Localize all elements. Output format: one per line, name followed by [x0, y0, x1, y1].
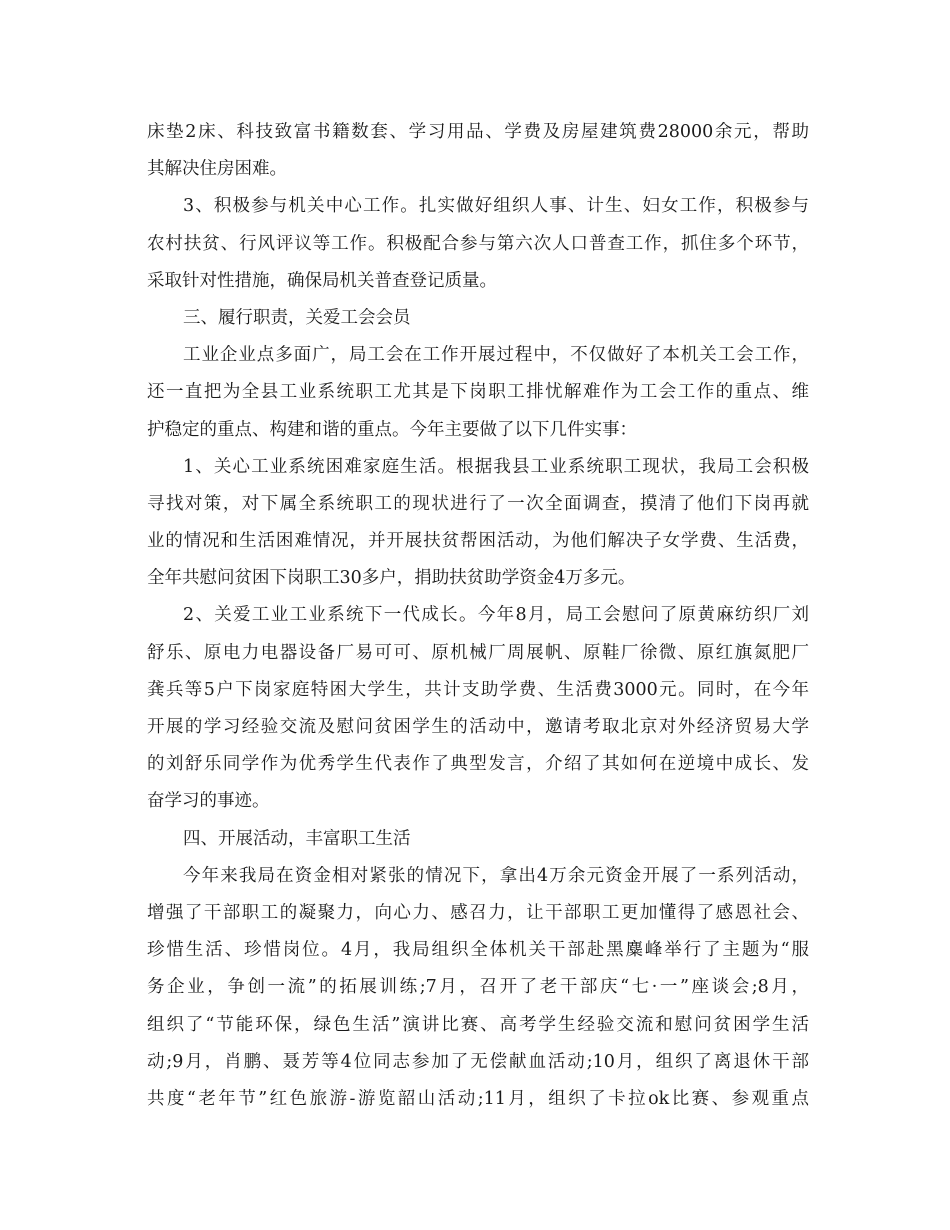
text-line: 工业企业点多面广，局工会在工作开展过程中，不仅做好了本机关工会工作， [183, 345, 809, 366]
text-line: 奋学习的事迹。 [147, 791, 270, 812]
text-line: 床垫2床、科技致富书籍数套、学习用品、学费及房屋建筑费28000余元，帮助 [147, 122, 809, 142]
text-line: 还一直把为全县工业系统职工尤其是下岗职工排忧解难作为工会工作的重点、维 [147, 382, 809, 403]
text-line: 2、关爱工业工业系统下一代成长。今年8月，局工会慰问了原黄麻纺织厂刘 [183, 605, 809, 626]
text-line: 珍惜生活、珍惜岗位。4月，我局组织全体机关干部赴黑麋峰举行了主题为“服 [147, 940, 809, 961]
document-body [147, 114, 809, 1118]
text-line: 采取针对性措施，确保局机关普查登记质量。 [147, 270, 497, 291]
text-line: 今年来我局在资金相对紧张的情况下，拿出4万余元资金开展了一系列活动， [183, 865, 809, 886]
text-line: 动;9月，肖鹏、聂芳等4位同志参加了无偿献血活动;10月，组织了离退休干部 [147, 1051, 809, 1072]
text-line: 3、积极参与机关中心工作。扎实做好组织人事、计生、妇女工作，积极参与 [183, 196, 809, 217]
text-line: 业的情况和生活困难情况，并开展扶贫帮困活动，为他们解决子女学费、生活费， [147, 531, 809, 552]
text-line: 舒乐、原电力电器设备厂易可可、原机械厂周展帆、原鞋厂徐微、原红旗氮肥厂 [147, 642, 809, 663]
text-line: 全年共慰问贫困下岗职工30多户，捐助扶贫助学资金4万多元。 [147, 568, 636, 589]
text-line: 龚兵等5户下岗家庭特困大学生，共计支助学费、生活费3000元。同时，在今年 [147, 679, 809, 700]
text-line: 开展的学习经验交流及慰问贫困学生的活动中，邀请考取北京对外经济贸易大学 [147, 717, 809, 737]
text-line: 1、关心工业系统困难家庭生活。根据我县工业系统职工现状，我局工会积极 [183, 456, 809, 477]
text-line: 的刘舒乐同学作为优秀学生代表作了典型发言，介绍了其如何在逆境中成长、发 [147, 754, 809, 775]
text-line: 务企业，争创一流”的拓展训练;7月，召开了老干部庆“七·一”座谈会;8月， [147, 977, 809, 998]
text-line: 组织了“节能环保，绿色生活”演讲比赛、高考学生经验交流和慰问贫困学生活 [147, 1014, 809, 1035]
text-line: 三、履行职责，关爱工会会员 [183, 307, 411, 328]
text-line: 寻找对策，对下属全系统职工的现状进行了一次全面调查，摸清了他们下岗再就 [147, 493, 809, 514]
text-line: 四、开展活动，丰富职工生活 [183, 828, 411, 849]
text-line: 增强了干部职工的凝聚力，向心力、感召力，让干部职工更加懂得了感恩社会、 [147, 902, 809, 923]
text-line: 护稳定的重点、构建和谐的重点。今年主要做了以下几件实事： [147, 419, 637, 440]
text-line: 共度“老年节”红色旅游-游览韶山活动;11月，组织了卡拉ok比赛、参观重点 [147, 1088, 809, 1109]
text-line: 其解决住房困难。 [147, 159, 287, 180]
text-line: 农村扶贫、行风评议等工作。积极配合参与第六次人口普查工作，抓住多个环节， [147, 233, 809, 254]
